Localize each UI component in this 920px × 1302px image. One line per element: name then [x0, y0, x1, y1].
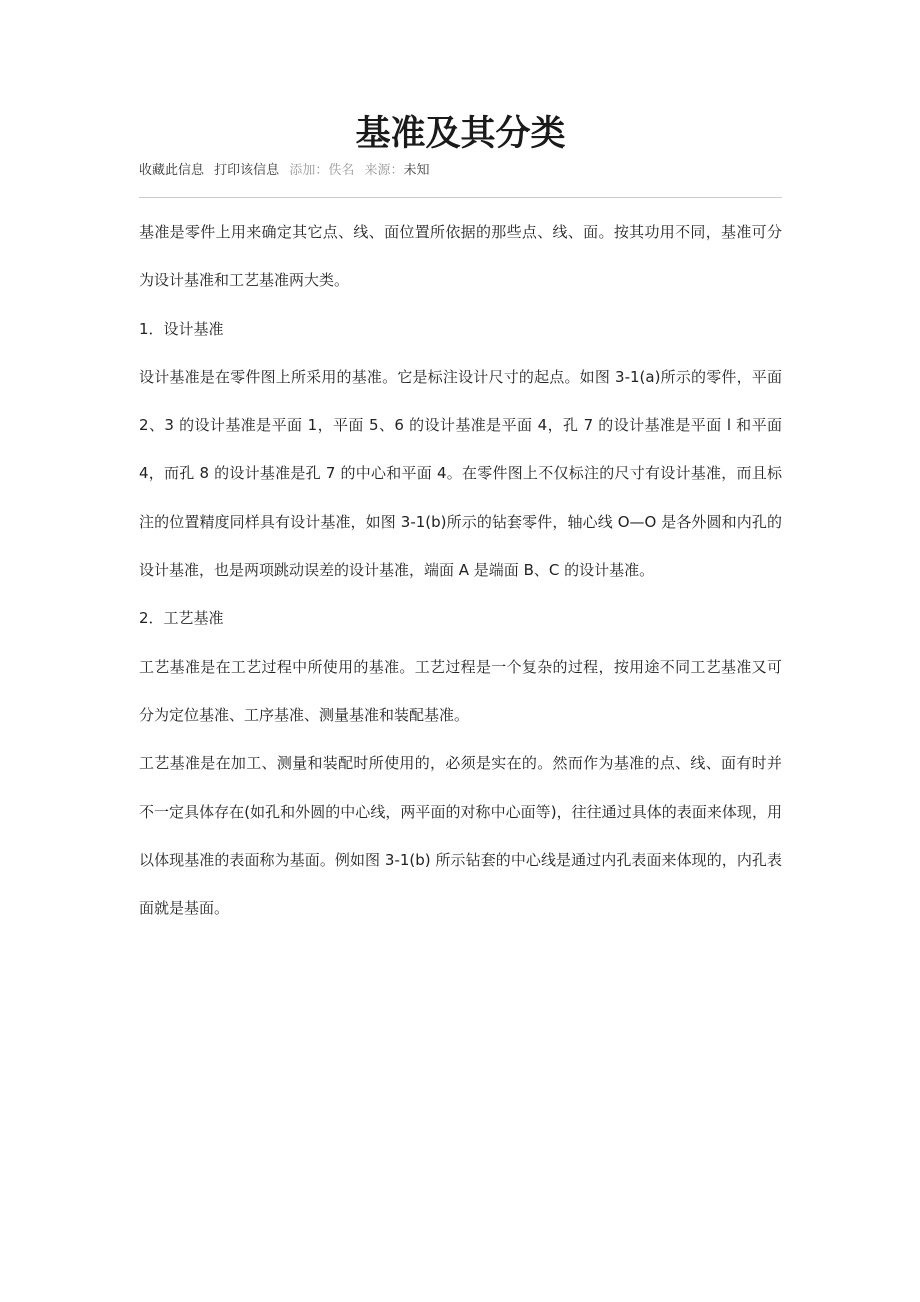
- section2-paragraph-1: 工艺基准是在工艺过程中所使用的基准。工艺过程是一个复杂的过程，按用途不同工艺基准又可分为定位基准、工序基准、测量基准和装配基准。: [139, 657, 782, 724]
- article-body: [139, 208, 782, 932]
- header-divider: [139, 197, 782, 198]
- print-link[interactable]: 打印该信息: [214, 163, 280, 178]
- source: [364, 163, 429, 178]
- section2-heading: 2．工艺基准: [139, 609, 224, 628]
- section1-paragraph: 设计基准是在零件图上所采用的基准。它是标注设计尺寸的起点。如图 3-1(a)所示的零件，平面 2、3 的设计基准是平面 1，平面 5、6 的设计基准是平面 4，孔 7 的设计基准是平面 l 和平面 4，而孔 8 的设计基准是孔 7 的中心和平面 4。在零件图上不仅标注的尺寸有设计基准，而且标注的位置精度同样具有设计基准，如图 3-1(b)所示的钻套零件，轴心线 O—O 是各外圆和内孔的设计基准，也是两项跳动误差的设计基准，端面 A 是端面 B、C 的设计基准。: [139, 367, 782, 580]
- source-value: 未知: [403, 163, 430, 178]
- source-label: 来源：: [364, 163, 404, 178]
- section1-heading: 1．设计基准: [139, 319, 224, 338]
- article-meta: [139, 162, 436, 180]
- added-label: 添加：: [289, 163, 329, 178]
- page-title: 基准及其分类: [355, 113, 566, 154]
- favorite-link[interactable]: 收藏此信息: [139, 163, 205, 178]
- added-value: 佚名: [328, 163, 355, 178]
- added-by: [289, 163, 354, 178]
- intro-paragraph: 基准是零件上用来确定其它点、线、面位置所依据的那些点、线、面。按其功用不同，基准可分为设计基准和工艺基准两大类。: [139, 223, 782, 290]
- section2-paragraph-2: 工艺基准是在加工、测量和装配时所使用的，必须是实在的。然而作为基准的点、线、面有时并不一定具体存在(如孔和外圆的中心线，两平面的对称中心面等)，往往通过具体的表面来体现，用以体现基准的表面称为基面。例如图 3-1(b) 所示钻套的中心线是通过内孔表面来体现的，内孔表面就是基面。: [139, 754, 782, 918]
